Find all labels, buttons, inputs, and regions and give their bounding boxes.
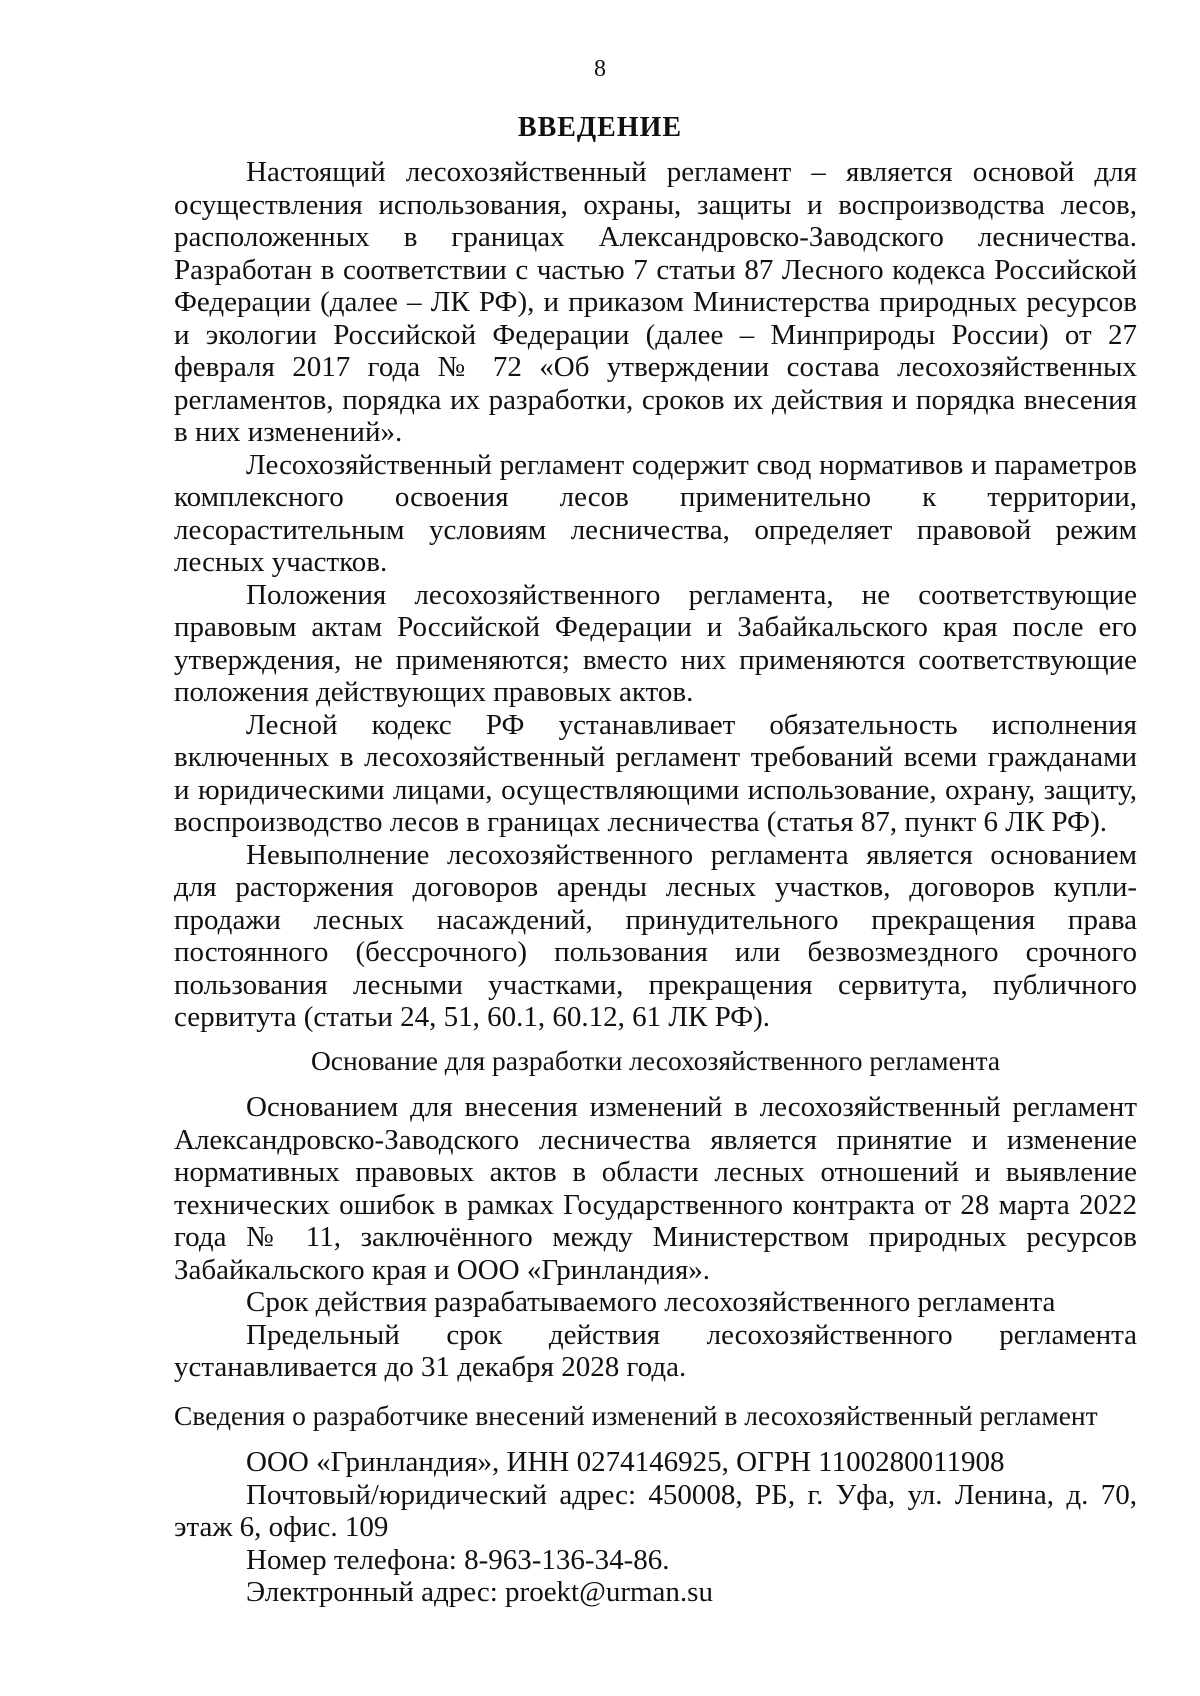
paragraph-intro-2: Лесохозяйственный регламент содержит свод нормативов и параметров комплексного освоения лесов применительно к территории, лесорастительным условиям лесничества, определяет правовой режим лесных участков. xyxy=(174,448,1137,578)
paragraph-term: Предельный срок действия лесохозяйственного регламента устанавливается до 31 декабря 2028 года. xyxy=(174,1318,1137,1383)
section-heading-basis: Основание для разработки лесохозяйственного регламента xyxy=(310,1044,1001,1076)
developer-email: Электронный адрес: proekt@urman.su xyxy=(246,1576,713,1608)
developer-company: ООО «Гринландия», ИНН 0274146925, ОГРН 1100280011908 xyxy=(246,1446,1005,1478)
developer-phone: Номер телефона: 8-963-136-34-86. xyxy=(246,1543,670,1576)
document-body xyxy=(174,156,1137,1609)
paragraph-term-heading: Срок действия разрабатываемого лесохозяйственного регламента xyxy=(246,1286,1056,1318)
paragraph-intro-4: Лесной кодекс РФ устанавливает обязательность исполнения включенных в лесохозяйственный регламент требований всеми гражданами и юридическими лицами, осуществляющими использование, охрану, защиту, воспроизводство лесов в границах лесничества (статья 87, пункт 6 ЛК РФ). xyxy=(174,708,1137,838)
page-title: ВВЕДЕНИЕ xyxy=(517,112,683,143)
paragraph-basis: Основанием для внесения изменений в лесохозяйственный регламент Александровско-Заводского лесничества является принятие и изменение нормативных правовых актов в области лесных отношений и выявление технических ошибок в рамках Государственного контракта от 28 марта 2022 года № 11, заключённого между Министерством природных ресурсов Забайкальского края и ООО «Гринландия». xyxy=(174,1091,1137,1286)
paragraph-intro-5: Невыполнение лесохозяйственного регламента является основанием для расторжения договоров аренды лесных участков, договоров купли-продажи лесных насаждений, принудительного прекращения права постоянного (бессрочного) пользования или безвозмездного срочного пользования лесными участками, прекращения сервитута, публичного сервитута (статьи 24, 51, 60.1, 60.12, 61 ЛК РФ). xyxy=(174,838,1137,1033)
paragraph-intro-3: Положения лесохозяйственного регламента, не соответствующие правовым актам Российской Федерации и Забайкальского края после его утверждения, не применяются; вместо них применяются соответствующие положения действующих правовых актов. xyxy=(174,578,1137,708)
page-number: 8 xyxy=(594,56,606,82)
developer-address: Почтовый/юридический адрес: 450008, РБ, г. Уфа, ул. Ленина, д. 70, этаж 6, офис. 109 xyxy=(174,1478,1137,1543)
paragraph-intro-1: Настоящий лесохозяйственный регламент – является основой для осуществления использования, охраны, защиты и воспроизводства лесов, расположенных в границах Александровско-Заводского лесничества. Разработан в соответствии с частью 7 статьи 87 Лесного кодекса Российской Федерации (далее – ЛК РФ), и приказом Министерства природных ресурсов и экологии Российской Федерации (далее – Минприроды России) от 27 февраля 2017 года № 72 «Об утверждении состава лесохозяйственных регламентов, порядка их разработки, сроков их действия и порядка внесения в них изменений». xyxy=(174,156,1137,448)
section-heading-developer: Сведения о разработчике внесений изменений в лесохозяйственный регламент xyxy=(174,1399,1098,1431)
